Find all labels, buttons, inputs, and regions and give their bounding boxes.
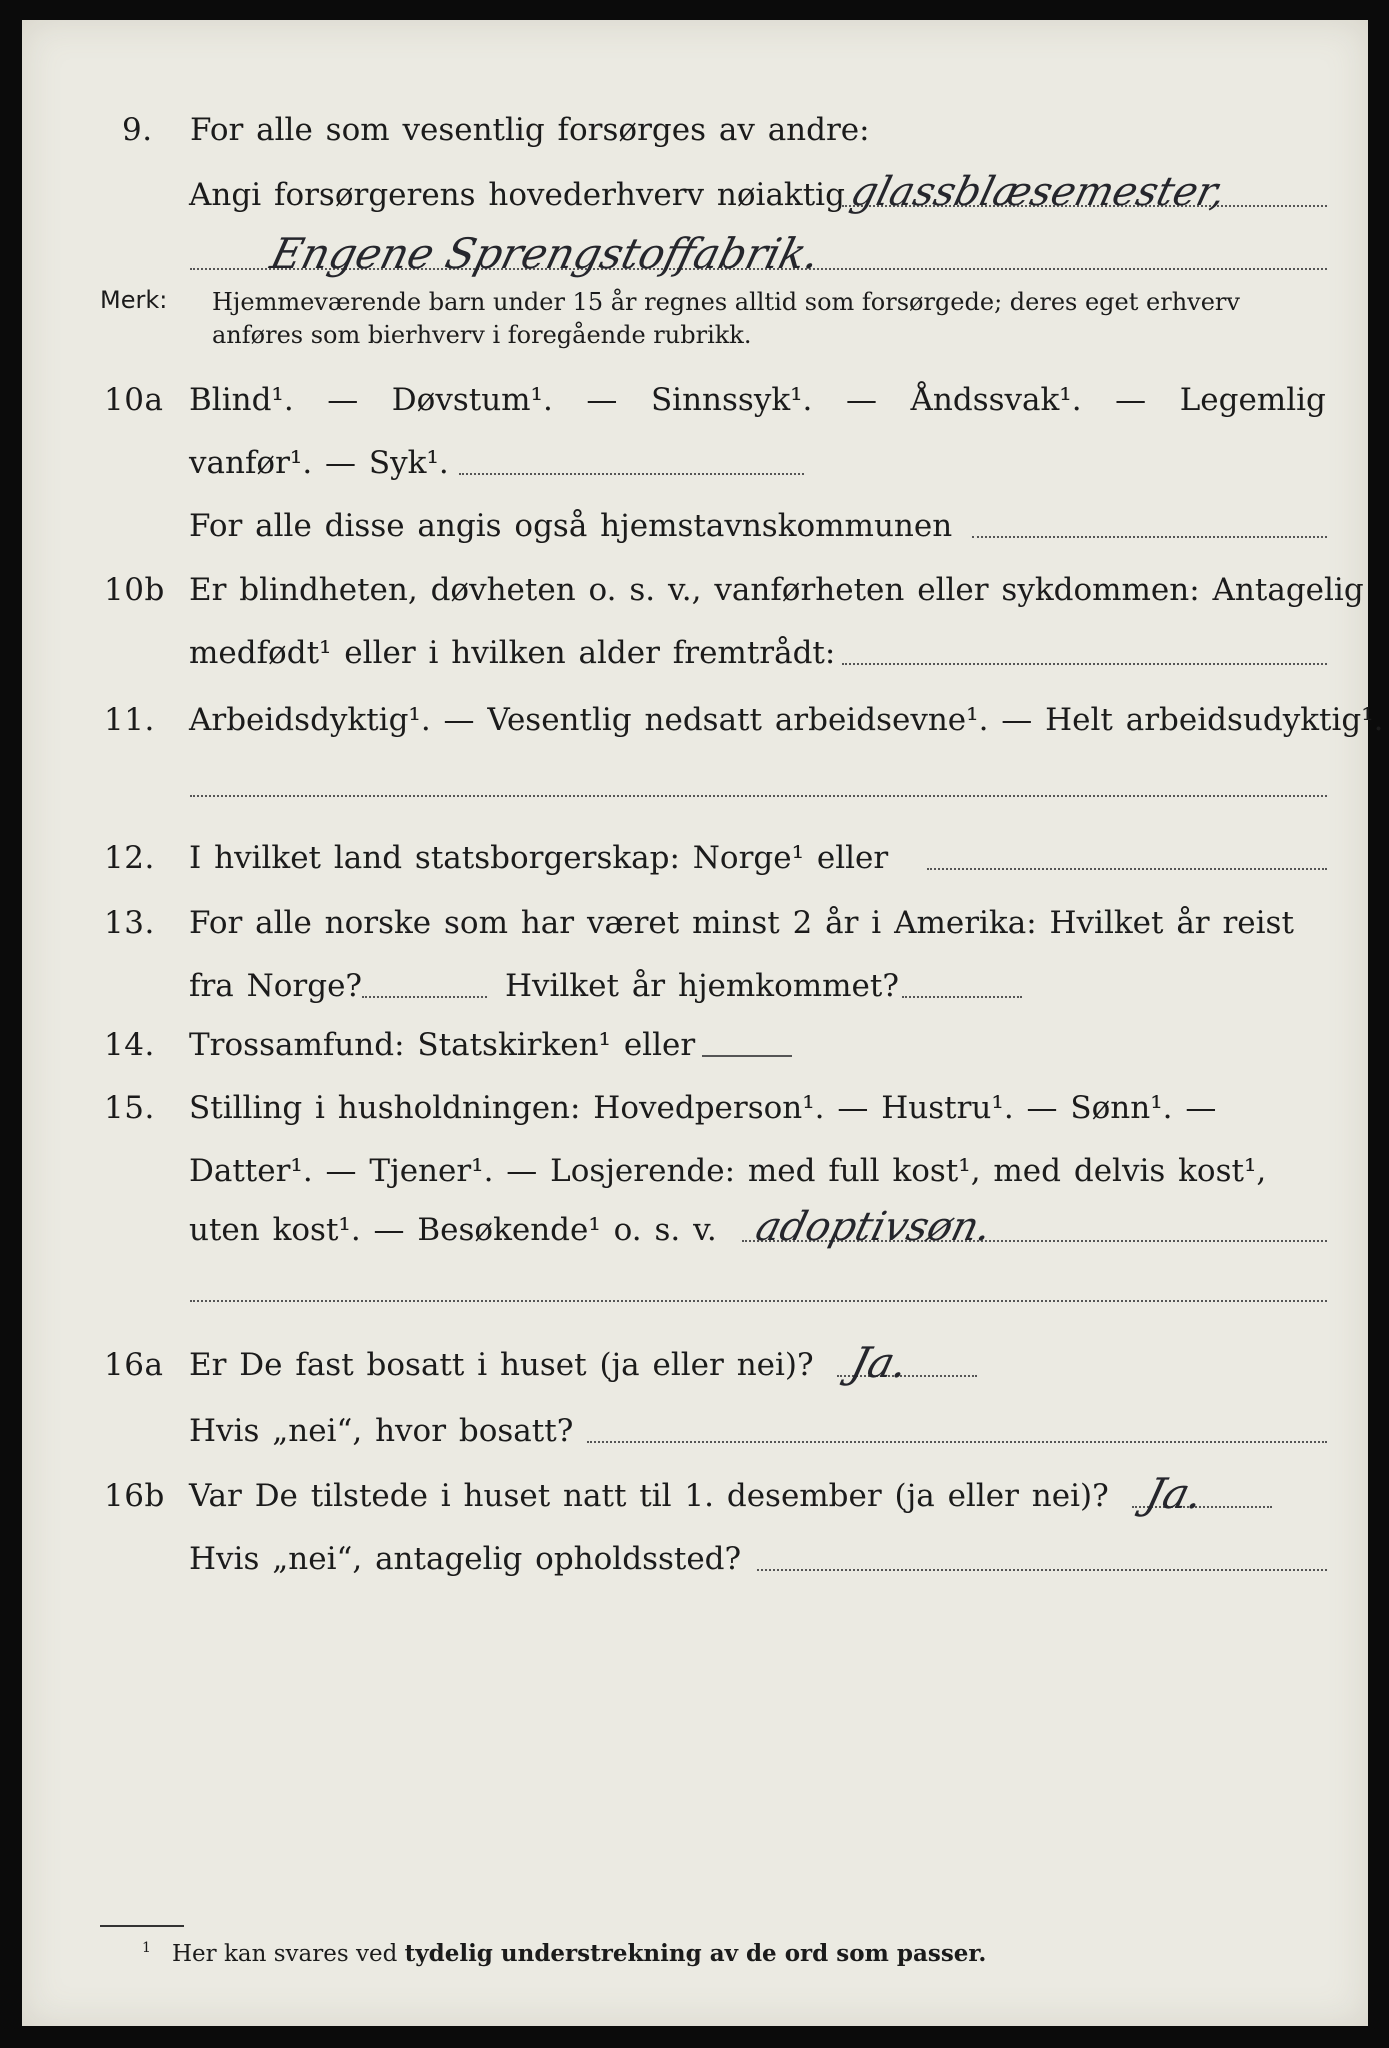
footnote-text: Her kan svares ved [172,1941,398,1967]
q16b-number: 16b [104,1478,165,1514]
option-dovstum: Døvstum¹. [391,382,553,418]
q10b-question-line1: Er blindheten, døvheten o. s. v., vanførheten eller sykdommen: Antagelig [189,572,1364,608]
q9-line1 [22,100,1368,156]
q11-line2 [22,755,1368,811]
q13-line2 [22,956,1368,1012]
q10b-number: 10b [104,572,165,608]
q9-number: 9. [122,112,153,148]
q10b-line1 [22,560,1368,616]
q11-answer-line [190,795,1327,797]
q9-question-provider: Angi forsørgerens hovederhverv nøiaktig [189,177,845,213]
dash: — [586,382,618,418]
dash: — [327,382,359,418]
q15-answer-handwritten: adoptivsøn. [751,1204,997,1250]
q10b-line2 [22,623,1368,679]
q10a-line1 [22,370,1368,426]
q15-number: 15. [104,1090,155,1126]
q14-line [22,1015,1368,1071]
q11-number: 11. [104,702,155,738]
q9-answer-handwritten: glassblæsemester, [846,169,1231,215]
q9-line3 [22,228,1368,284]
q11-line1 [22,690,1384,746]
q15-line3 [22,1200,1368,1256]
q10a-line2 [22,433,1368,489]
q16b-followup-line [757,1569,1327,1571]
q13-number: 13. [104,905,155,941]
q13-line1 [22,893,1368,949]
q16b-followup: Hvis „nei“, antagelig opholdssted? [189,1541,742,1577]
option-sinnssyk: Sinnssyk¹. [650,382,813,418]
q9-question: For alle som vesentlig forsørges av andre: [190,112,870,148]
q15-question-line2: Datter¹. — Tjener¹. — Losjerende: med full kost¹, med delvis kost¹, [189,1153,1267,1189]
q16a-question: Er De fast bosatt i huset (ja eller nei)? [189,1347,814,1383]
q10b-answer-line [842,663,1327,665]
q14-answer-line [702,1055,792,1057]
q12-number: 12. [104,840,155,876]
q13-reist-line [362,996,487,998]
q15-question-line1: Stilling i husholdningen: Hovedperson¹. — Hustru¹. — Sønn¹. — [189,1090,1217,1126]
q10a-hjemstavn-line [972,536,1327,538]
q14-question: Trossamfund: Statskirken¹ eller [189,1027,696,1063]
q10a-answer-line [459,473,804,475]
q16a-followup: Hvis „nei“, hvor bosatt? [189,1413,574,1449]
q10a-question-line3: For alle disse angis også hjemstavnskommunen [189,508,953,544]
q15-line2 [22,1141,1368,1197]
census-form-page [22,20,1384,2026]
option-blind: Blind¹. [189,382,294,418]
q15-line1 [22,1078,1368,1134]
footnote [172,1940,986,1967]
q13-hjemkommet-line [902,996,1022,998]
footnote-bold-text: tydelig understrekning av de ord som passer. [404,1940,987,1967]
q16a-line1 [22,1335,1368,1391]
q16b-answer-handwritten: Ja. [1140,1469,1209,1518]
footnote-rule [100,1925,184,1927]
q16a-answer-handwritten: Ja. [845,1338,914,1387]
q16b-line1 [22,1466,1368,1522]
merk-label: Merk: [100,286,168,314]
q12-line [22,828,1368,884]
q13-hjemkommet-label: Hvilket år hjemkommet? [505,968,899,1004]
q10a-line3 [22,496,1368,552]
q13-reist-label: fra Norge? [189,968,363,1004]
q16a-line2 [22,1401,1368,1457]
q16a-number: 16a [104,1347,164,1383]
q15-answer-line-2 [190,1300,1327,1302]
merk-note-line2: anføres som bierhverv i foregående rubrikk. [212,321,752,349]
q14-number: 14. [104,1027,155,1063]
q12-question: I hvilket land statsborgerskap: Norge¹ eller [189,840,889,876]
option-andssvak: Åndssvak¹. [910,382,1082,418]
q10a-number: 10a [104,382,164,418]
merk-note-line1: Hjemmeværende barn under 15 år regnes alltid som forsørgede; deres eget erhverv [212,288,1240,316]
q12-answer-line [927,868,1327,870]
q10a-question-line2: vanfør¹. — Syk¹. [189,445,449,481]
dash: — [845,382,877,418]
q10a-options [189,382,1326,418]
q16a-followup-line [587,1441,1327,1443]
q11-question: Arbeidsdyktig¹. — Vesentlig nedsatt arbeidsevne¹. — Helt arbeidsudyktig¹. [189,702,1384,738]
footnote-marker: 1 [142,1940,151,1956]
dash: — [1115,382,1147,418]
q15-question-line3: uten kost¹. — Besøkende¹ o. s. v. [189,1212,717,1248]
q16b-line2 [22,1529,1368,1585]
q9-answer-handwritten-2: Engene Sprengstoffabrik. [265,229,826,278]
q9-line2 [22,165,1368,221]
q15-line4 [22,1260,1368,1316]
q10b-question-line2: medfødt¹ eller i hvilken alder fremtrådt: [189,635,836,671]
q13-question-line1: For alle norske som har været minst 2 år i Amerika: Hvilket år reist [189,905,1294,941]
q16b-question: Var De tilstede i huset natt til 1. desember (ja eller nei)? [189,1478,1109,1514]
option-legemlig: Legemlig [1179,382,1326,418]
